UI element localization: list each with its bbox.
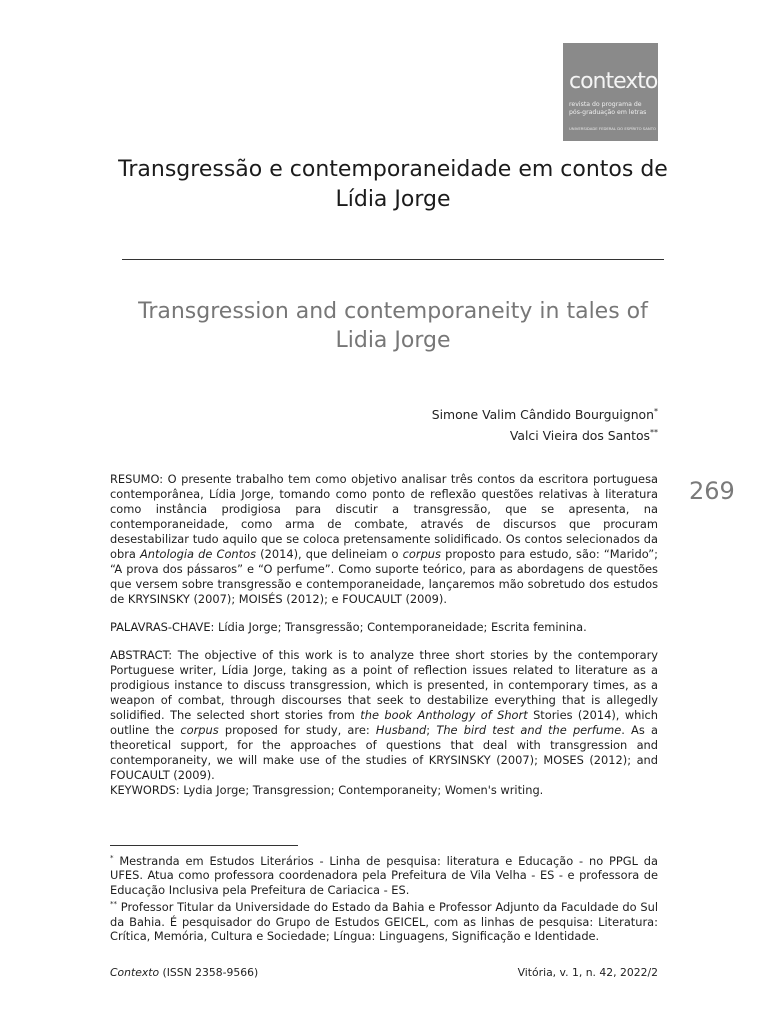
title-portuguese: Transgressão e contemporaneidade em contos de Lídia Jorge [118, 157, 668, 212]
footer-journal [110, 966, 258, 979]
resumo-text-2: (2014), que delineiam o [256, 547, 403, 561]
author-1-mark: * [654, 407, 658, 416]
footnote-1-text: Mestranda em Estudos Literários - Linha de pesquisa: literatura e Educação - no PPGL da UFES. Atua como professora coordenadora pela Prefeitura de Vila Velha - ES - e professora de Educação Inclusiva pela Prefeitura de Cariacica - ES. [110, 853, 658, 897]
logo-wordmark: contexto [569, 69, 658, 94]
abstract-italic-1: the book Anthology of Short [360, 708, 528, 722]
title-divider [122, 259, 664, 260]
footnote-2-text: Professor Titular da Universidade do Estado da Bahia e Professor Adjunto da Faculdade do Sul da Bahia. É pesquisador do Grupo de Estudos GEICEL, com as linhas de pesquisa: Literatura: Crítica, Memória, Cultura e Sociedade; Língua: Linguagens, Significação e Identidade. [110, 900, 658, 944]
abstract-italic-4: The bird test and the perfume [436, 723, 622, 737]
logo-institution: UNIVERSIDADE FEDERAL DO ESPÍRITO SANTO [569, 126, 657, 131]
abstract-italic-3: Husband [375, 723, 427, 737]
title-english: Transgression and contemporaneity in tales of Lidia Jorge [138, 299, 648, 353]
footnote-divider [110, 845, 298, 846]
abstract-italic-2: corpus [180, 723, 219, 737]
author-2-name: Valci Vieira dos Santos [509, 428, 650, 444]
resumo-paragraph [110, 472, 658, 607]
journal-logo [563, 43, 658, 141]
footnote-2 [110, 897, 658, 943]
footnote-1-mark: * [110, 854, 114, 862]
abstract-text-3: proposed for study, are: [218, 723, 376, 737]
footer-citation: Vitória, v. 1, n. 42, 2022/2 [517, 966, 658, 979]
footnote-2-mark: ** [110, 900, 117, 909]
author-list [258, 403, 658, 445]
abstract-text-1: ABSTRACT: The objective of this work is to analyze three short stories by the contemporary Portuguese writer, Lídia Jorge, taking as a point of reflection issues related to literature as a prodigious instance to discuss transgression, which is presented, in contemporary times, as a weapon of combat, through discourses that seek to destabilize everything that is allegedly solidified. The selected short stories from [110, 648, 658, 722]
author-1 [258, 403, 658, 424]
abstract-text-4: ; [426, 723, 437, 737]
palavras-chave: PALAVRAS-CHAVE: Lídia Jorge; Transgressão; Contemporaneidade; Escrita feminina. [110, 620, 587, 634]
abstract-paragraph [110, 648, 658, 783]
footer-issn: (ISSN 2358-9566) [159, 966, 259, 979]
abstract-text-5: . As a theoretical support, for the approaches of questions that deal with transgression and contemporaneity, we will make use of the studies of KRYSINSKY (2007); MOSES (2012); and FOUCAULT (2009). [110, 723, 658, 782]
resumo-text-1: RESUMO: O presente trabalho tem como objetivo analisar três contos da escritora portuguesa contemporânea, Lídia Jorge, tomando como ponto de reflexão questões relativas à literatura como instância prodigiosa para discutir a transgressão, que se apresenta, na contemporaneidade, como arma de combate, através de discursos que procuram desestabilizar tudo aquilo que se coloca pretensamente solidificado. Os contos selecionados da obra [110, 472, 658, 561]
resumo-text-3: proposto para estudo, são: “Marido”; “A prova dos pássaros” e “O perfume”. Como suporte teórico, para as abordagens de questões que versem sobre transgressão e contemporaneidade, lançaremos mão sobretudo dos estudos de KRYSINSKY (2007); MOISÉS (2012); e FOUCAULT (2009). [110, 547, 658, 606]
author-2-mark: ** [650, 428, 658, 438]
footnotes [110, 851, 658, 944]
logo-subtitle: revista do programa de pós-graduação em letras [569, 101, 647, 116]
page-number: 269 [689, 477, 735, 505]
resumo-italic-1: Antologia de Contos [140, 547, 256, 561]
footer-journal-name: Contexto [110, 966, 160, 979]
footnote-1 [110, 851, 658, 897]
author-2 [258, 424, 658, 445]
resumo-italic-2: corpus [402, 547, 441, 561]
abstract-text-2: Stories (2014), which outline the [110, 708, 659, 737]
author-1-name: Simone Valim Cândido Bourguignon [431, 407, 654, 423]
article-body [110, 472, 658, 811]
keywords: KEYWORDS: Lydia Jorge; Transgression; Contemporaneity; Women's writing. [110, 783, 544, 797]
